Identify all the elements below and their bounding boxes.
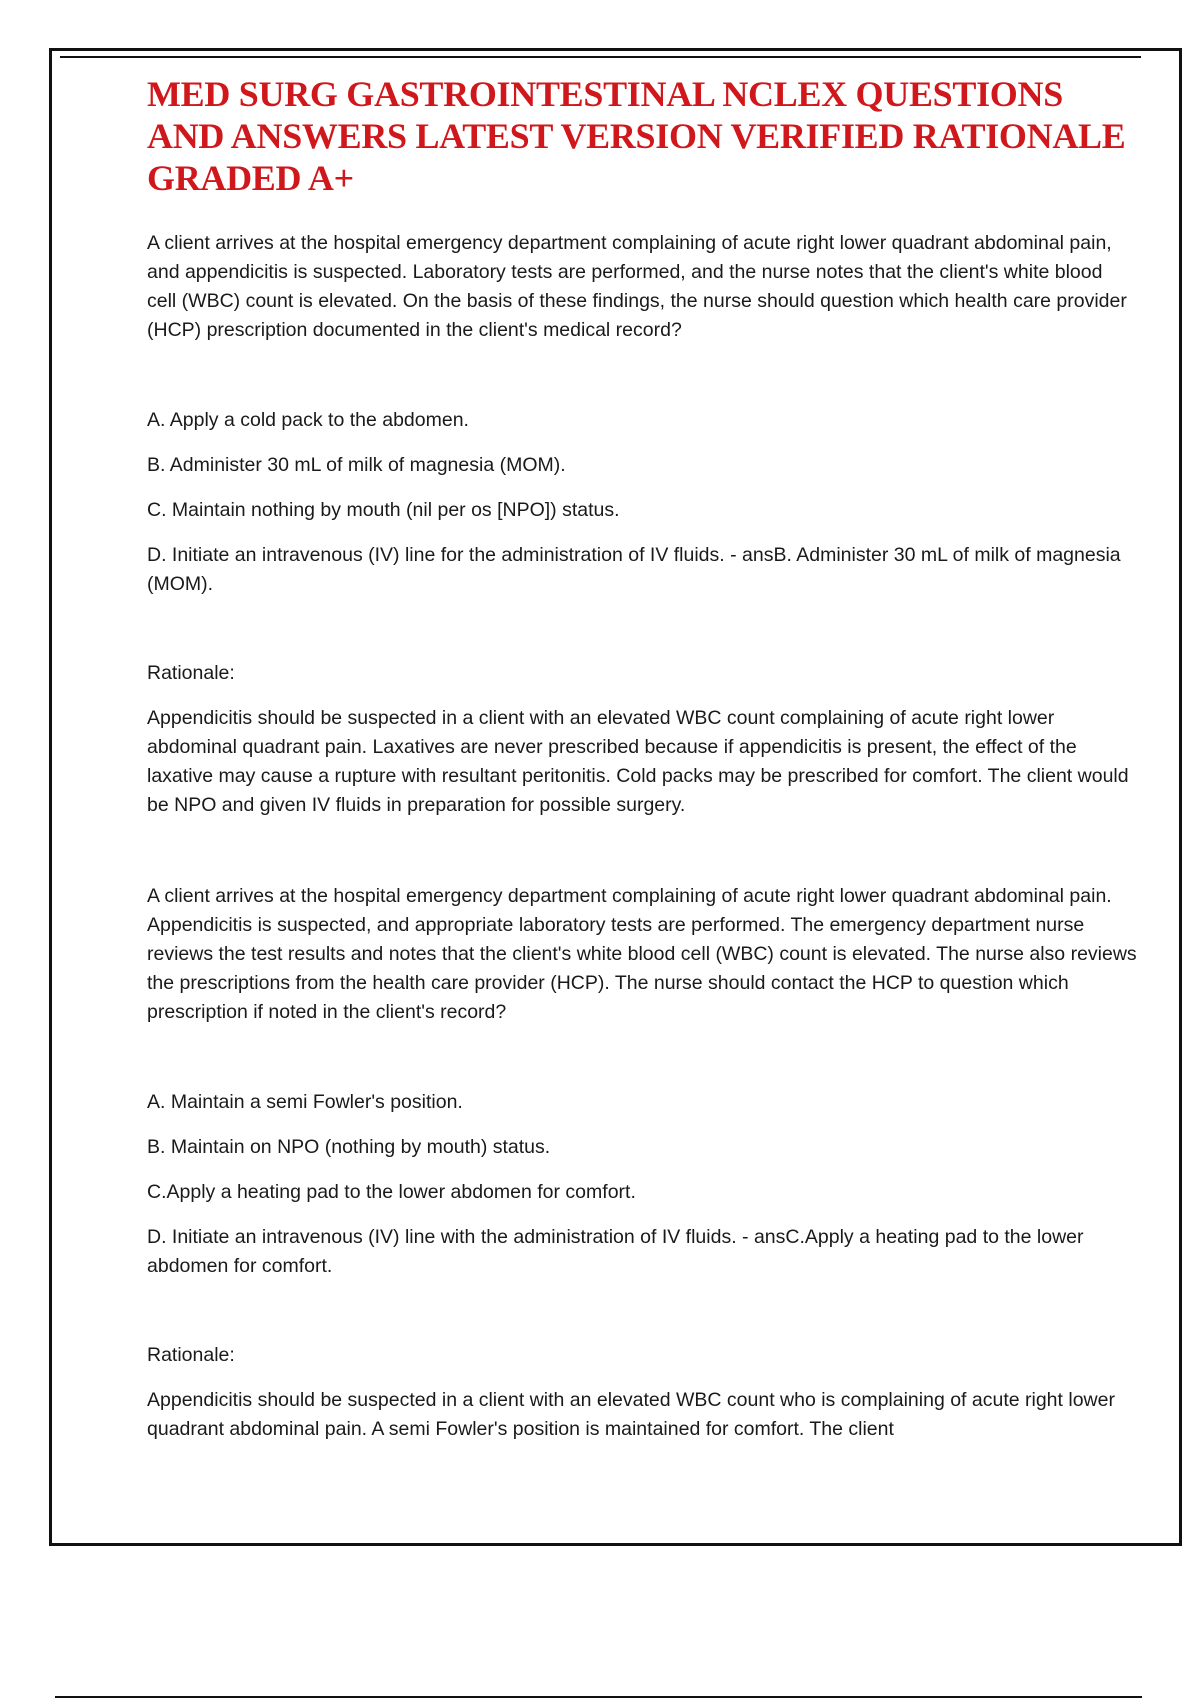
bottom-rule [55,1696,1142,1698]
option-d: D. Initiate an intravenous (IV) line for the administration of IV fluids. - ansB. Administer 30 mL of milk of magnesia (MOM). [147,544,1121,595]
document-title: MED SURG GASTROINTESTINAL NCLEX QUESTIONS AND ANSWERS LATEST VERSION VERIFIED RATIONALE GRADED A+ [147,74,1126,198]
option-c: C.Apply a heating pad to the lower abdomen for comfort. [147,1181,636,1203]
option-a: A. Apply a cold pack to the abdomen. [147,409,469,431]
answer-options [147,406,1137,599]
rationale-label: Rationale: [147,1344,235,1366]
rationale-text: Appendicitis should be suspected in a client with an elevated WBC count who is complaining of acute right lower quadrant abdominal pain. A semi Fowler's position is maintained for comfort. The client [147,1389,1115,1440]
question-block-1 [147,229,1137,820]
document-content [147,73,1137,1444]
option-d: D. Initiate an intravenous (IV) line with the administration of IV fluids. - ansC.Apply a heating pad to the lower abdomen for comfort. [147,1226,1084,1277]
question-stem: A client arrives at the hospital emergency department complaining of acute right lower quadrant abdominal pain, and appendicitis is suspected. Laboratory tests are performed, and the nurse notes that the client's white blood cell (WBC) count is elevated. On the basis of these findings, the nurse should question which health care provider (HCP) prescription documented in the client's medical record? [147,232,1127,341]
option-a: A. Maintain a semi Fowler's position. [147,1091,463,1113]
option-b: B. Administer 30 mL of milk of magnesia (MOM). [147,454,566,476]
answer-options [147,1088,1137,1281]
option-c: C. Maintain nothing by mouth (nil per os [NPO]) status. [147,499,620,521]
rationale-label: Rationale: [147,662,235,684]
page-frame [49,48,1182,1546]
rationale-text: Appendicitis should be suspected in a client with an elevated WBC count complaining of acute right lower abdominal quadrant pain. Laxatives are never prescribed because if appendicitis is present, the effect of the laxative may cause a rupture with resultant peritonitis. Cold packs may be prescribed for comfort. The client would be NPO and given IV fluids in preparation for possible surgery. [147,707,1129,816]
question-stem: A client arrives at the hospital emergency department complaining of acute right lower quadrant abdominal pain. Appendicitis is suspected, and appropriate laboratory tests are performed. The emergency department nurse reviews the test results and notes that the client's white blood cell (WBC) count is elevated. The nurse also reviews the prescriptions from the health care provider (HCP). The nurse should contact the HCP to question which prescription if noted in the client's record? [147,885,1137,1023]
question-block-2 [147,882,1137,1444]
option-b: B. Maintain on NPO (nothing by mouth) status. [147,1136,551,1158]
top-rule [60,56,1141,58]
